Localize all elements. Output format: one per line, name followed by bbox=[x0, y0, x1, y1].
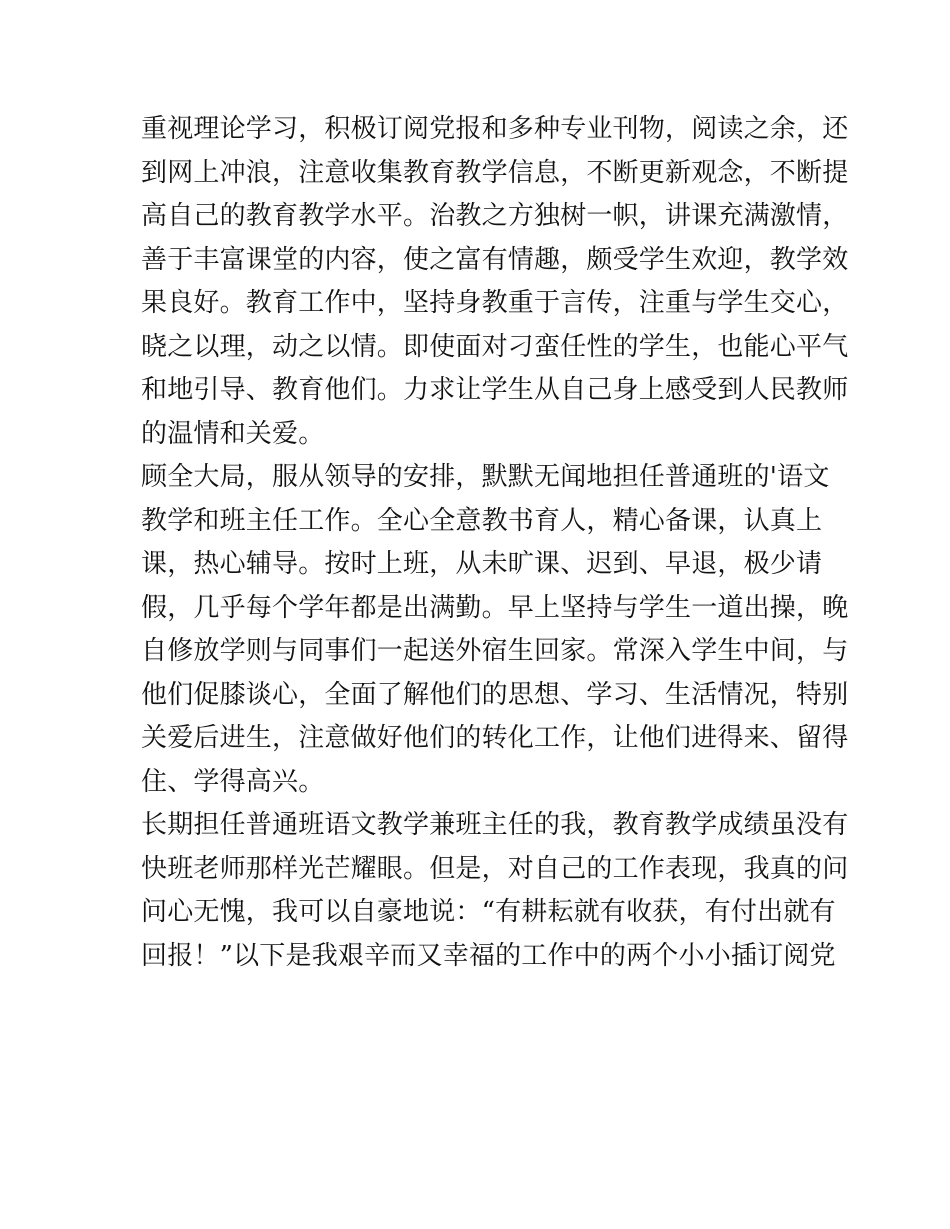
text-line: 关爱后进生，注意做好他们的转化工作，让他们进得来、留得 bbox=[141, 723, 849, 753]
text-line: 自修放学则与同事们一起送外宿生回家。常深入学生中间，与 bbox=[141, 636, 849, 666]
text-line: 教学和班主任工作。全心全意教书育人，精心备课，认真上 bbox=[141, 505, 823, 536]
paragraph-1 bbox=[141, 108, 849, 456]
text-line: 善于丰富课堂的内容，使之富有情趣，颇受学生欢迎，教学效 bbox=[141, 244, 849, 275]
text-line: 顾全大局，服从领导的安排，默默无闻地担任普通班的'语文 bbox=[141, 462, 830, 492]
paragraph-2 bbox=[141, 456, 849, 804]
paragraph-3 bbox=[141, 804, 849, 978]
text-line: 住、学得高兴。 bbox=[141, 766, 325, 797]
text-line: 果良好。教育工作中，坚持身教重于言传，注重与学生交心， bbox=[141, 288, 849, 318]
document-body bbox=[141, 108, 849, 978]
text-line: 晓之以理，动之以情。即使面对刁蛮任性的学生，也能心平气 bbox=[141, 331, 849, 362]
text-line: 问心无愧，我可以自豪地说：“有耕耘就有收获，有付出就有 bbox=[141, 897, 836, 927]
text-line: 的温情和关爱。 bbox=[141, 418, 325, 449]
text-line: 和地引导、教育他们。力求让学生从自己身上感受到人民教师 bbox=[141, 375, 849, 405]
text-line: 高自己的教育教学水平。治教之方独树一帜，讲课充满激情， bbox=[141, 201, 849, 231]
text-line: 课，热心辅导。按时上班，从未旷课、迟到、早退，极少请 bbox=[141, 549, 823, 579]
text-line: 重视理论学习，积极订阅党报和多种专业刊物，阅读之余，还 bbox=[141, 114, 849, 144]
text-line: 他们促膝谈心，全面了解他们的思想、学习、生活情况，特别 bbox=[141, 679, 849, 710]
text-line: 假，几乎每个学年都是出满勤。早上坚持与学生一道出操，晚 bbox=[141, 592, 849, 623]
text-line: 快班老师那样光芒耀眼。但是，对自己的工作表现，我真的问 bbox=[141, 853, 849, 884]
text-line: 长期担任普通班语文教学兼班主任的我，教育教学成绩虽没有 bbox=[141, 810, 849, 840]
text-line: 到网上冲浪，注意收集教育教学信息，不断更新观念，不断提 bbox=[141, 157, 849, 188]
text-line: 回报！”以下是我艰辛而又幸福的工作中的两个小小插订阅党 bbox=[141, 940, 836, 971]
